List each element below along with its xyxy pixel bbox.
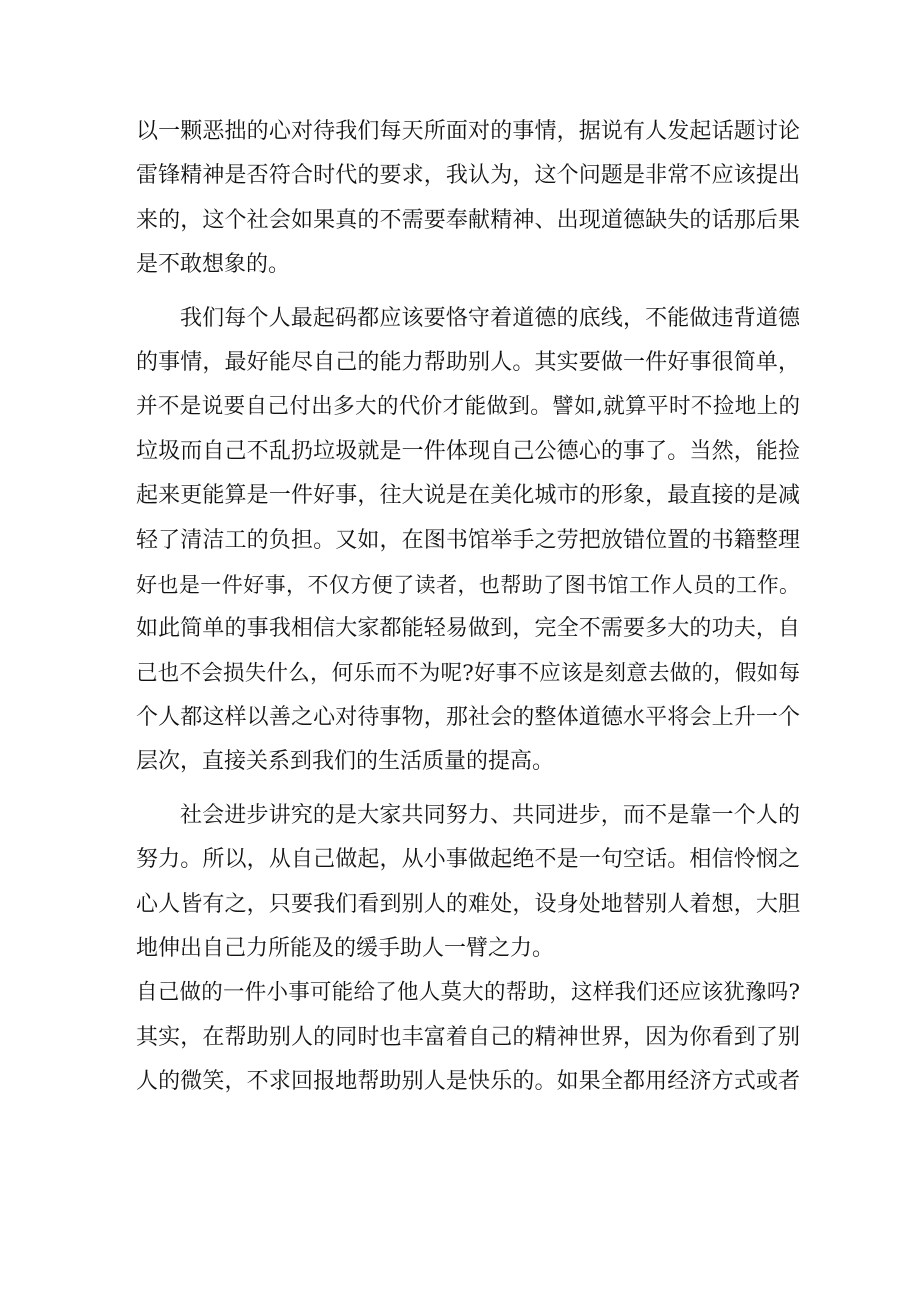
paragraph-1 [136, 110, 800, 288]
text-line: 其实，在帮助别人的同时也丰富着自己的精神世界，因为你看到了别 [136, 1024, 800, 1050]
text-line: 雷锋精神是否符合时代的要求，我认为，这个问题是非常不应该提出 [136, 163, 800, 189]
text-line: 个人都这样以善之心对待事物，那社会的整体道德水平将会上升一个 [136, 705, 800, 731]
text-line: 轻了清洁工的负担。又如，在图书馆举手之劳把放错位置的书籍整理 [136, 527, 800, 553]
text-line: 的事情，最好能尽自己的能力帮助别人。其实要做一件好事很简单， [136, 349, 800, 375]
text-line: 并不是说要自己付出多大的代价才能做到。譬如,就算平时不捡地上的 [136, 394, 800, 420]
text-line: 好也是一件好事，不仅方便了读者，也帮助了图书馆工作人员的工作。 [136, 572, 800, 597]
paragraph-4 [136, 971, 800, 1104]
text-line: 努力。所以，从自己做起，从小事做起绝不是一句空话。相信怜悯之 [136, 847, 800, 873]
text-line: 垃圾而自己不乱扔垃圾就是一件体现自己公德心的事了。当然，能捡 [136, 438, 800, 464]
text-line: 层次，直接关系到我们的生活质量的提高。 [136, 749, 555, 775]
text-line: 自己做的一件小事可能给了他人莫大的帮助，这样我们还应该犹豫吗? [136, 980, 800, 1006]
text-line: 人的微笑，不求回报地帮助别人是快乐的。如果全都用经济方式或者 [136, 1069, 800, 1095]
text-line: 地伸出自己力所能及的缓手助人一臂之力。 [136, 936, 555, 962]
paragraph-gap [136, 288, 800, 297]
paragraph-gap [136, 785, 800, 794]
text-line: 心人皆有之，只要我们看到别人的难处，设身处地替别人着想，大胆 [136, 891, 800, 917]
text-line: 以一颗恶拙的心对待我们每天所面对的事情，据说有人发起话题讨论 [136, 119, 800, 144]
text-line: 来的，这个社会如果真的不需要奉献精神、出现道德缺失的话那后果 [136, 207, 800, 233]
document-body [136, 110, 800, 1105]
text-line: 社会进步讲究的是大家共同努力、共同进步，而不是靠一个人的 [180, 802, 800, 828]
text-line: 如此简单的事我相信大家都能轻易做到，完全不需要多大的功夫，自 [136, 616, 800, 642]
text-line: 是不敢想象的。 [136, 252, 291, 278]
text-line: 我们每个人最起码都应该要恪守着道德的底线，不能做违背道德 [180, 305, 800, 331]
text-line: 起来更能算是一件好事，往大说是在美化城市的形象，最直接的是减 [136, 483, 800, 509]
text-line: 己也不会损失什么，何乐而不为呢?好事不应该是刻意去做的，假如每 [136, 660, 800, 686]
paragraph-3 [136, 794, 800, 972]
paragraph-2 [136, 297, 800, 785]
